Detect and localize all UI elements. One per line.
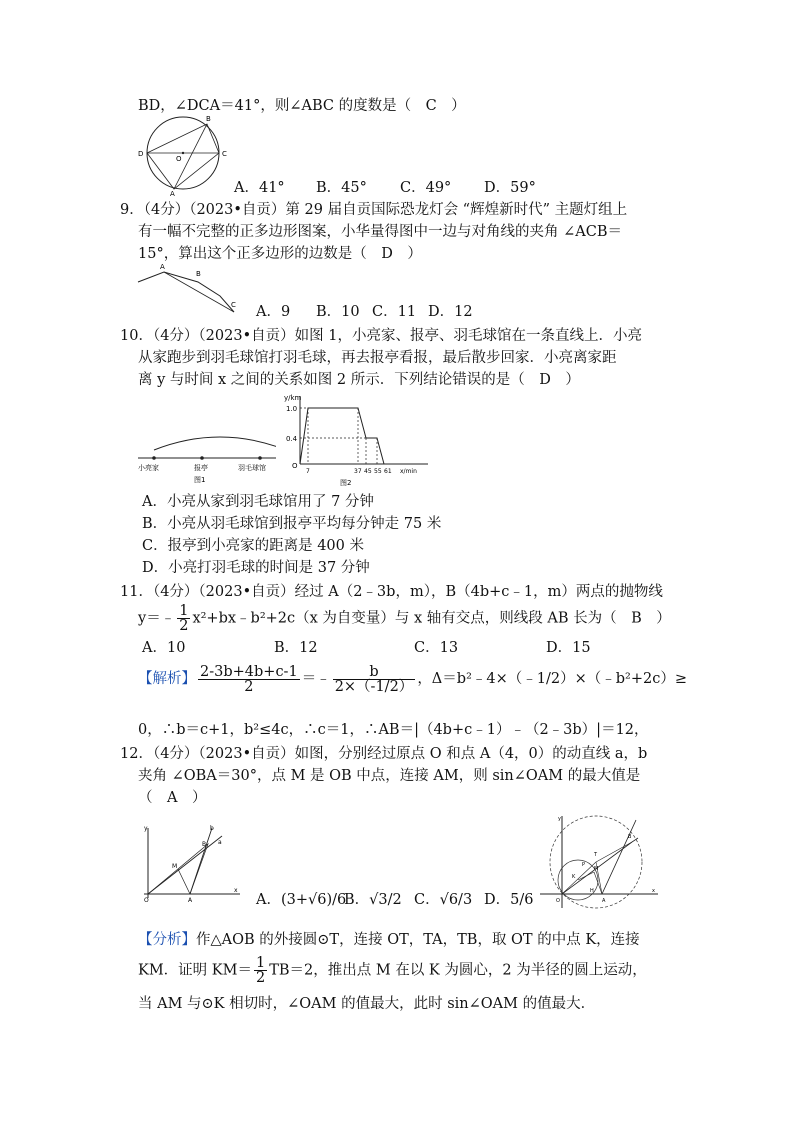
q8-circle-figure bbox=[136, 112, 230, 196]
q10-figure-1 bbox=[136, 410, 276, 486]
q11-an-fraction-2 bbox=[333, 665, 416, 694]
q8-label-o: O bbox=[176, 155, 182, 163]
fig2-xtick-1: 7 bbox=[306, 468, 310, 475]
fig1-caption: 图1 bbox=[194, 476, 206, 484]
q11-an-f1-num: 2-3b+4b+c-1 bbox=[200, 663, 298, 680]
q12-fig2-h: H bbox=[590, 888, 594, 894]
q10-option-c: C．报亭到小亮家的距离是 400 米 bbox=[142, 538, 364, 554]
q12-fig2-k: K bbox=[572, 874, 576, 880]
q10-option-a: A．小亮从家到羽毛球馆用了 7 分钟 bbox=[142, 494, 374, 510]
fig2-xtick-3: 45 bbox=[364, 468, 372, 475]
q12-option-b: B．√3/2 bbox=[344, 892, 402, 908]
q12-figure-1 bbox=[136, 822, 246, 906]
q8-line: BD，∠DCA＝41°，则∠ABC 的度数是（ C ） bbox=[138, 98, 466, 114]
q9-label-a: A bbox=[160, 263, 165, 271]
q11-line-1: 11．（4分）（2023•自贡）经过 A（2﹣3b，m），B（4b+c﹣1，m）两点的抛物线 bbox=[120, 584, 663, 600]
q11-option-a: A．10 bbox=[142, 640, 186, 656]
q11-analysis-tag: 【解析】 bbox=[138, 671, 196, 687]
q12-fig2-a: A bbox=[602, 898, 606, 904]
q12-fig1-y: y bbox=[144, 825, 148, 832]
q12-analysis-text-1: 作△AOB 的外接圆⊙T，连接 OT，TA，TB，取 OT 的中点 K，连接 bbox=[196, 932, 640, 948]
q11-an-f2-den: 2×（-1/2） bbox=[334, 678, 414, 695]
q12-an-2a: KM．证明 KM＝ bbox=[138, 962, 252, 979]
q11-line-2-rest: x²+bx﹣b²+2c（x 为自变量）与 x 轴有交点，则线段 AB 长为（ B ） bbox=[192, 610, 671, 627]
q8-option-d: D．59° bbox=[484, 180, 536, 196]
q12-fig2-m: M bbox=[594, 866, 599, 872]
q12-fig2-b: B bbox=[628, 834, 632, 840]
q12-fig1-a: A bbox=[188, 897, 193, 904]
q12-an-2b: TB＝2，推出点 M 在以 K 为圆心，2 为半径的圆上运动， bbox=[269, 962, 647, 979]
q9-polygon-figure bbox=[136, 262, 246, 320]
q12-fig1-line-b: b bbox=[210, 825, 214, 832]
q8-label-c: C bbox=[222, 150, 227, 158]
q8-option-a: A．41° bbox=[234, 180, 285, 196]
q11-analysis-line-2: 0，∴b＝c+1，b²≤4c，∴c＝1，∴AB＝|（4b+c﹣1）﹣（2﹣3b）|＝12， bbox=[138, 722, 649, 738]
q12-an-frac-den: 2 bbox=[255, 970, 266, 986]
q12-option-a: A．(3+√6)/6 bbox=[256, 892, 347, 908]
fig2-graph-line bbox=[300, 408, 384, 464]
q12-analysis-line-2 bbox=[138, 956, 647, 985]
q11-analysis bbox=[138, 664, 687, 694]
q10-figure-2 bbox=[282, 392, 432, 488]
fig2-origin: O bbox=[292, 462, 298, 470]
q12-line-3: （ A ） bbox=[138, 790, 207, 806]
q12-fig1-line-a: a bbox=[218, 839, 222, 846]
fig1-home-label: 小亮家 bbox=[138, 464, 159, 472]
q11-option-b: B．12 bbox=[274, 640, 318, 656]
fig2-ytick-1: 1.0 bbox=[286, 405, 298, 413]
q11-an-f1-den: 2 bbox=[244, 678, 254, 695]
q12-analysis-line-1 bbox=[138, 930, 640, 950]
q12-fig1-m: M bbox=[172, 863, 178, 870]
q9-option-d: D．12 bbox=[428, 304, 473, 320]
q12-figure-2 bbox=[532, 812, 662, 916]
q11-line-2 bbox=[138, 604, 671, 633]
fig2-xtick-2: 37 bbox=[354, 468, 362, 475]
q11-an-f2-num: b bbox=[333, 665, 416, 680]
q12-fig1-x: x bbox=[234, 887, 238, 894]
q10-option-b: B．小亮从羽毛球馆到报亭平均每分钟走 75 米 bbox=[142, 516, 442, 532]
q11-frac-den: 2 bbox=[179, 618, 189, 634]
q8-label-d: D bbox=[138, 150, 144, 158]
q11-frac-num: 1 bbox=[179, 603, 189, 619]
fig2-xtick-5: 61 bbox=[384, 468, 392, 475]
fig2-ylabel: y/km bbox=[284, 394, 302, 402]
q9-option-b: B．10 bbox=[316, 304, 360, 320]
q8-label-b: B bbox=[206, 115, 211, 123]
q9-label-b: B bbox=[196, 270, 201, 278]
q12-fig2-t: T bbox=[594, 852, 598, 858]
q11-an-eq: ＝﹣ bbox=[301, 671, 331, 687]
q12-analysis-tag: 【分析】 bbox=[138, 932, 196, 948]
q12-analysis-line-3: 当 AM 与⊙K 相切时，∠OAM 的值最大，此时 sin∠OAM 的值最大． bbox=[138, 996, 596, 1012]
fig1-kiosk-label: 报亭 bbox=[194, 464, 208, 472]
fig2-xtick-4: 55 bbox=[374, 468, 382, 475]
q12-fig2-y: y bbox=[558, 816, 561, 822]
q9-line-2: 有一幅不完整的正多边形图案，小华量得图中一边与对角线的夹角 ∠ACB＝ bbox=[138, 224, 622, 240]
q11-option-d: D．15 bbox=[546, 640, 591, 656]
q12-line-2: 夹角 ∠OBA＝30°，点 M 是 OB 中点，连接 AM，则 sin∠OAM 的最大值是 bbox=[138, 768, 641, 784]
q11-y-prefix: y＝﹣ bbox=[138, 610, 176, 627]
q10-line-1: 10．（4分）（2023•自贡）如图 1，小亮家、报亭、羽毛球馆在一条直线上．小亮 bbox=[120, 328, 642, 344]
q12-line-1: 12．（4分）（2023•自贡）如图，分别经过原点 O 和点 A（4，0）的动直线 a，b bbox=[120, 746, 648, 762]
q12-option-c: C．√6/3 bbox=[414, 892, 473, 908]
q12-option-d: D．5/6 bbox=[484, 892, 534, 908]
q12-fig1-b: B bbox=[202, 841, 207, 848]
q12-fig2-o: O bbox=[556, 898, 560, 904]
q12-an-fraction bbox=[254, 956, 267, 985]
q12-fig1-o: O bbox=[144, 897, 149, 904]
q10-line-3: 离 y 与时间 x 之间的关系如图 2 所示．下列结论错误的是（ D ） bbox=[138, 372, 580, 388]
q10-line-2: 从家跑步到羽毛球馆打羽毛球，再去报亭看报，最后散步回家．小亮离家距 bbox=[138, 350, 617, 366]
q8-option-c: C．49° bbox=[400, 180, 452, 196]
q9-option-a: A．9 bbox=[256, 304, 291, 320]
fig1-court-label: 羽毛球馆 bbox=[238, 464, 266, 472]
q9-line-1: 9．（4分）（2023•自贡）第 29 届自贡国际恐龙灯会 “辉煌新时代” 主题灯组上 bbox=[120, 202, 628, 218]
q8-option-b: B．45° bbox=[316, 180, 367, 196]
q9-label-c: C bbox=[231, 301, 236, 309]
q11-an-rest: ，Δ＝b²﹣4×（﹣1/2）×（﹣b²+2c）≥ bbox=[417, 671, 687, 687]
q12-fig2-x: x bbox=[652, 888, 655, 894]
q9-option-c: C．11 bbox=[372, 304, 417, 320]
fig2-ytick-2: 0.4 bbox=[286, 435, 298, 443]
q8-label-a: A bbox=[170, 190, 175, 196]
q10-option-d: D．小亮打羽毛球的时间是 37 分钟 bbox=[142, 560, 370, 576]
q11-an-fraction-1 bbox=[198, 665, 300, 694]
q12-an-frac-num: 1 bbox=[255, 955, 266, 971]
fig2-xlabel: x/min bbox=[400, 468, 417, 475]
q11-option-c: C．13 bbox=[414, 640, 459, 656]
q11-half-fraction bbox=[177, 604, 190, 633]
q12-fig2-p: P bbox=[582, 862, 586, 868]
fig2-caption: 图2 bbox=[340, 479, 352, 487]
q9-line-3: 15°，算出这个正多边形的边数是（ D ） bbox=[138, 246, 422, 262]
